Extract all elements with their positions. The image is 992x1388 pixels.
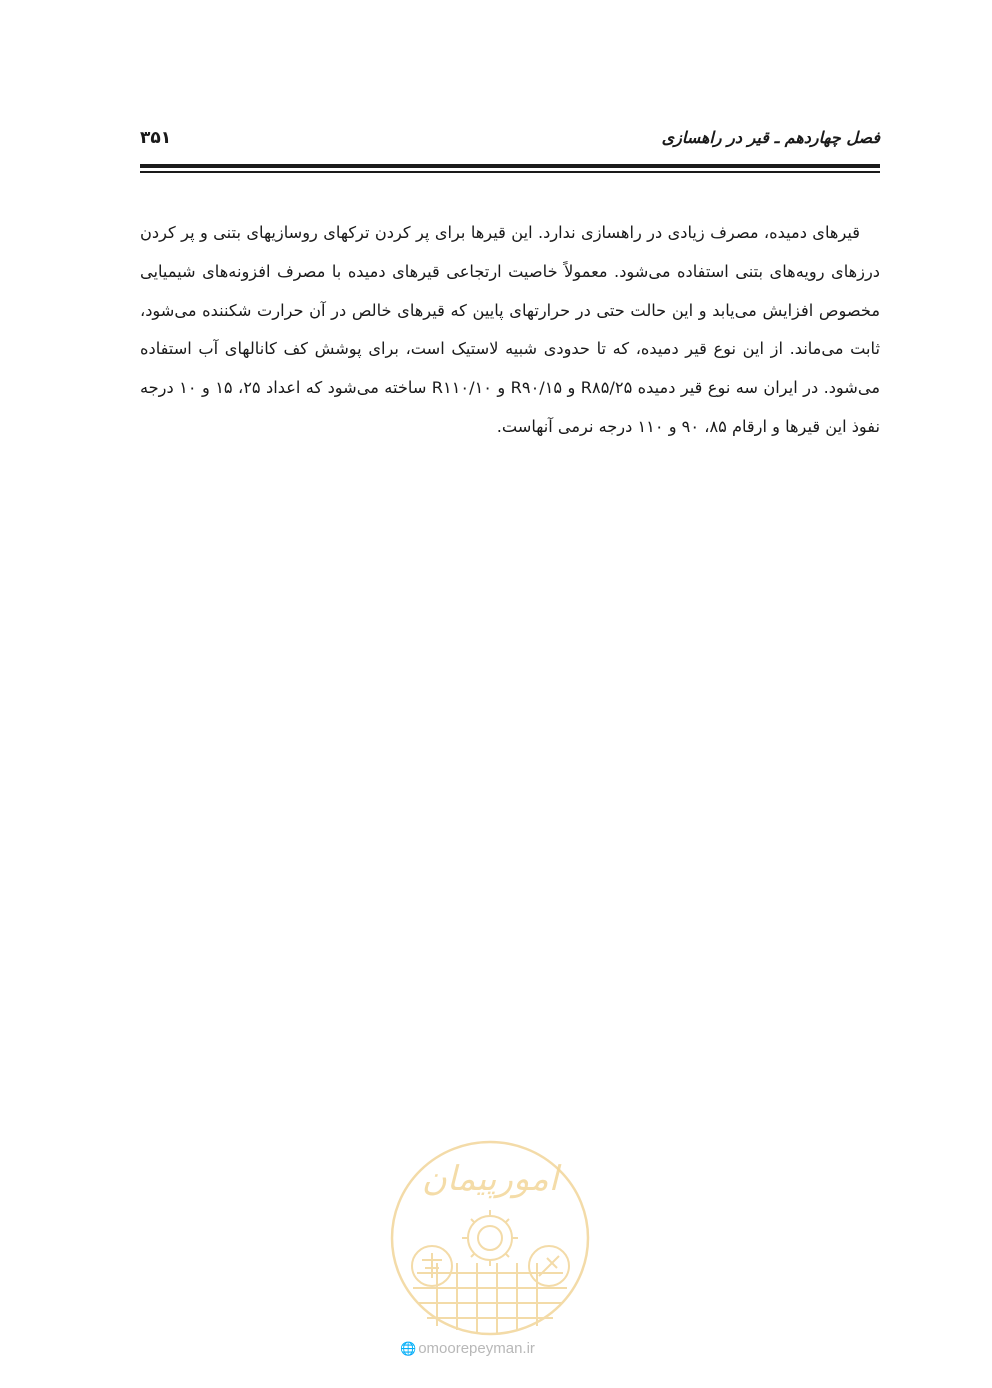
chapter-title: فصل چهاردهم ـ قیر در راهسازی — [661, 128, 880, 147]
globe-icon: 🌐 — [400, 1341, 417, 1356]
header-rule-thick — [140, 164, 880, 168]
page-number: ۳۵۱ — [140, 128, 172, 148]
header-rule-thin — [140, 171, 880, 173]
page-header — [140, 128, 880, 160]
watermark-logo — [387, 1138, 593, 1338]
watermark-logo-text: امورپیمان — [421, 1159, 559, 1199]
watermark-url — [400, 1340, 600, 1357]
body-paragraph: قیرهای دمیده، مصرف زیادی در راهسازی ندارد. این قیرها برای پر کردن ترکهای روسازیهای بتنی و پر کردن درزهای رویه‌های بتنی استفاده می‌شود. معمولاً خاصیت ارتجاعی قیرهای دمیده با مصرف افزونه‌های شیمیایی مخصوص افزایش می‌یابد و این حالت حتی در حرارتهای پایین که قیرهای خالص در آن حرارت شکننده می‌شود، ثابت می‌ماند. از این نوع قیر دمیده، که تا حدودی شبیه لاستیک است، برای پوشش کف کانالهای آب استفاده می‌شود. در ایران سه نوع قیر دمیده R۸۵/۲۵ و R۹۰/۱۵ و R۱۱۰/۱۰ ساخته می‌شود که اعداد ۲۵، ۱۵ و ۱۰ درجه نفوذ این قیرها و ارقام ۸۵، ۹۰ و ۱۱۰ درجه نرمی آنهاست. — [140, 223, 881, 436]
watermark-url-text: omoorepeyman.ir — [418, 1340, 535, 1357]
